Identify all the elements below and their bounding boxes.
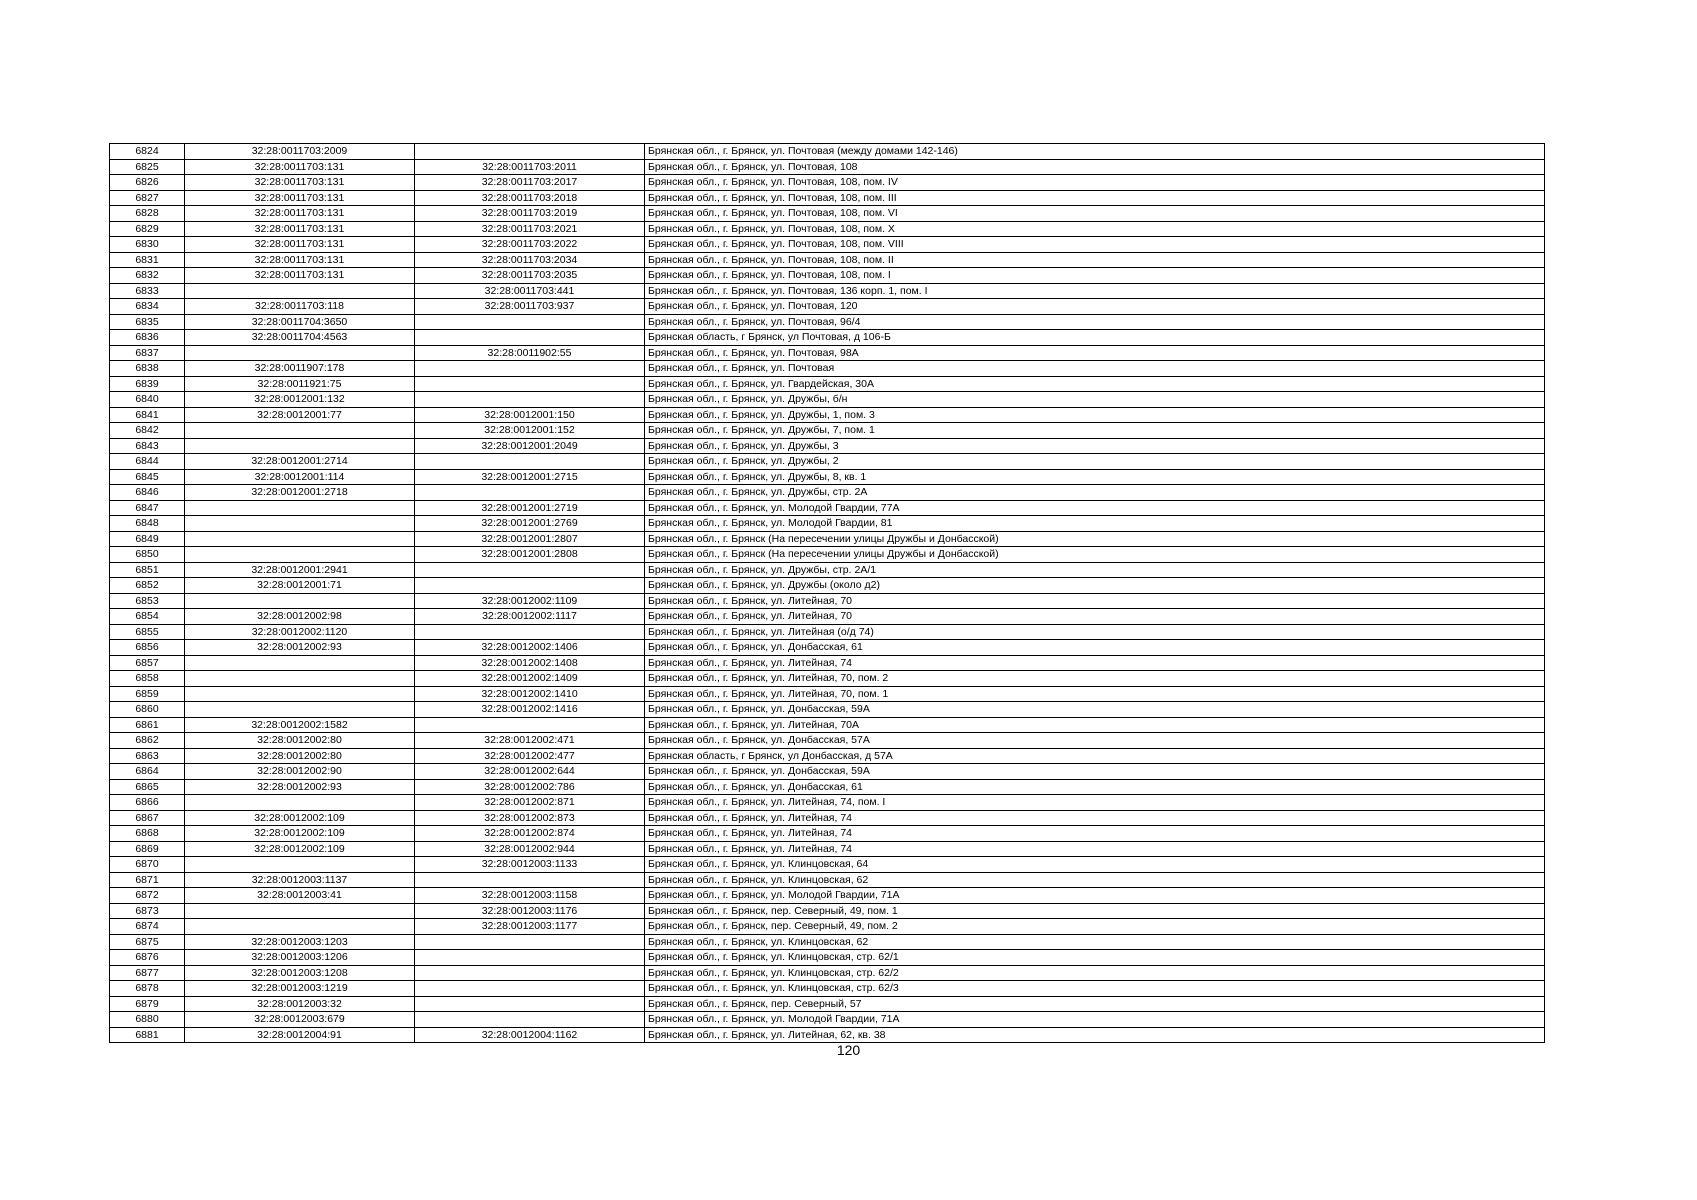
parcel-cadastral-number-cell — [185, 857, 415, 873]
object-cadastral-number-cell — [415, 314, 645, 330]
table-row — [110, 454, 1545, 470]
table-row — [110, 996, 1545, 1012]
address-cell: Брянская обл., г. Брянск, ул. Донбасская, 61 — [645, 640, 1545, 656]
parcel-cadastral-number-cell: 32:28:0011703:2009 — [185, 144, 415, 160]
table-row — [110, 547, 1545, 563]
parcel-cadastral-number-cell: 32:28:0012002:93 — [185, 779, 415, 795]
row-number-cell: 6842 — [110, 423, 185, 439]
object-cadastral-number-cell: 32:28:0012001:2807 — [415, 531, 645, 547]
address-cell: Брянская обл., г. Брянск, ул. Клинцовская, 64 — [645, 857, 1545, 873]
row-number-cell: 6862 — [110, 733, 185, 749]
object-cadastral-number-cell: 32:28:0012001:2715 — [415, 469, 645, 485]
parcel-cadastral-number-cell — [185, 671, 415, 687]
address-cell: Брянская обл., г. Брянск, ул. Литейная, 70, пом. 1 — [645, 686, 1545, 702]
table-row — [110, 779, 1545, 795]
address-cell: Брянская обл., г. Брянск, ул. Почтовая, 120 — [645, 299, 1545, 315]
address-cell: Брянская обл., г. Брянск, ул. Дружбы, 7, пом. 1 — [645, 423, 1545, 439]
object-cadastral-number-cell: 32:28:0011703:2017 — [415, 175, 645, 191]
parcel-cadastral-number-cell: 32:28:0012001:77 — [185, 407, 415, 423]
table-row — [110, 965, 1545, 981]
row-number-cell: 6852 — [110, 578, 185, 594]
object-cadastral-number-cell: 32:28:0011703:937 — [415, 299, 645, 315]
parcel-cadastral-number-cell: 32:28:0011703:131 — [185, 175, 415, 191]
address-cell: Брянская обл., г. Брянск, ул. Донбасская, 57А — [645, 733, 1545, 749]
parcel-cadastral-number-cell: 32:28:0012003:1203 — [185, 934, 415, 950]
row-number-cell: 6870 — [110, 857, 185, 873]
row-number-cell: 6873 — [110, 903, 185, 919]
parcel-cadastral-number-cell: 32:28:0012002:80 — [185, 748, 415, 764]
object-cadastral-number-cell — [415, 624, 645, 640]
table-row — [110, 702, 1545, 718]
parcel-cadastral-number-cell: 32:28:0012001:2714 — [185, 454, 415, 470]
row-number-cell: 6830 — [110, 237, 185, 253]
parcel-cadastral-number-cell — [185, 702, 415, 718]
row-number-cell: 6827 — [110, 190, 185, 206]
row-number-cell: 6878 — [110, 981, 185, 997]
row-number-cell: 6861 — [110, 717, 185, 733]
parcel-cadastral-number-cell: 32:28:0012002:1120 — [185, 624, 415, 640]
object-cadastral-number-cell: 32:28:0012002:1406 — [415, 640, 645, 656]
object-cadastral-number-cell — [415, 1012, 645, 1028]
row-number-cell: 6877 — [110, 965, 185, 981]
table-row — [110, 190, 1545, 206]
parcel-cadastral-number-cell — [185, 531, 415, 547]
parcel-cadastral-number-cell — [185, 795, 415, 811]
row-number-cell: 6859 — [110, 686, 185, 702]
row-number-cell: 6844 — [110, 454, 185, 470]
row-number-cell: 6834 — [110, 299, 185, 315]
table-row — [110, 640, 1545, 656]
row-number-cell: 6881 — [110, 1027, 185, 1043]
object-cadastral-number-cell: 32:28:0012002:786 — [415, 779, 645, 795]
table-row — [110, 624, 1545, 640]
table-row — [110, 1027, 1545, 1043]
object-cadastral-number-cell: 32:28:0012002:644 — [415, 764, 645, 780]
table-row — [110, 268, 1545, 284]
table-row — [110, 159, 1545, 175]
table-row — [110, 206, 1545, 222]
table-row — [110, 764, 1545, 780]
table-row — [110, 671, 1545, 687]
address-cell: Брянская обл., г. Брянск, пер. Северный, 49, пом. 1 — [645, 903, 1545, 919]
address-cell: Брянская обл., г. Брянск, ул. Молодой Гвардии, 77А — [645, 500, 1545, 516]
object-cadastral-number-cell — [415, 361, 645, 377]
row-number-cell: 6837 — [110, 345, 185, 361]
object-cadastral-number-cell: 32:28:0011703:2018 — [415, 190, 645, 206]
table-row — [110, 283, 1545, 299]
table-row — [110, 345, 1545, 361]
object-cadastral-number-cell: 32:28:0012003:1177 — [415, 919, 645, 935]
row-number-cell: 6876 — [110, 950, 185, 966]
address-cell: Брянская обл., г. Брянск, ул. Почтовая, 108, пом. X — [645, 221, 1545, 237]
table-row — [110, 733, 1545, 749]
table-row — [110, 686, 1545, 702]
parcel-cadastral-number-cell: 32:28:0011703:131 — [185, 159, 415, 175]
object-cadastral-number-cell: 32:28:0012001:152 — [415, 423, 645, 439]
object-cadastral-number-cell: 32:28:0011703:2035 — [415, 268, 645, 284]
parcel-cadastral-number-cell — [185, 500, 415, 516]
address-cell: Брянская обл., г. Брянск, ул. Гвардейская, 30А — [645, 376, 1545, 392]
parcel-cadastral-number-cell: 32:28:0011907:178 — [185, 361, 415, 377]
row-number-cell: 6838 — [110, 361, 185, 377]
object-cadastral-number-cell: 32:28:0011703:2022 — [415, 237, 645, 253]
row-number-cell: 6826 — [110, 175, 185, 191]
table-row — [110, 531, 1545, 547]
table-row — [110, 1012, 1545, 1028]
row-number-cell: 6856 — [110, 640, 185, 656]
address-cell: Брянская обл., г. Брянск, ул. Почтовая, 108, пом. IV — [645, 175, 1545, 191]
row-number-cell: 6843 — [110, 438, 185, 454]
address-cell: Брянская обл., г. Брянск, ул. Дружбы, 8, кв. 1 — [645, 469, 1545, 485]
address-cell: Брянская обл., г. Брянск, ул. Литейная, 70 — [645, 609, 1545, 625]
object-cadastral-number-cell: 32:28:0012001:2049 — [415, 438, 645, 454]
row-number-cell: 6836 — [110, 330, 185, 346]
object-cadastral-number-cell — [415, 934, 645, 950]
address-cell: Брянская обл., г. Брянск (На пересечении улицы Дружбы и Донбасской) — [645, 547, 1545, 563]
row-number-cell: 6840 — [110, 392, 185, 408]
object-cadastral-number-cell: 32:28:0012003:1133 — [415, 857, 645, 873]
parcel-cadastral-number-cell: 32:28:0011704:3650 — [185, 314, 415, 330]
table-row — [110, 500, 1545, 516]
object-cadastral-number-cell: 32:28:0012002:874 — [415, 826, 645, 842]
row-number-cell: 6825 — [110, 159, 185, 175]
parcel-cadastral-number-cell — [185, 547, 415, 563]
parcel-cadastral-number-cell — [185, 283, 415, 299]
parcel-cadastral-number-cell: 32:28:0012002:90 — [185, 764, 415, 780]
object-cadastral-number-cell: 32:28:0012002:944 — [415, 841, 645, 857]
object-cadastral-number-cell — [415, 965, 645, 981]
object-cadastral-number-cell: 32:28:0011703:2021 — [415, 221, 645, 237]
object-cadastral-number-cell: 32:28:0012002:871 — [415, 795, 645, 811]
table-row — [110, 485, 1545, 501]
table-row — [110, 314, 1545, 330]
parcel-cadastral-number-cell: 32:28:0011703:131 — [185, 252, 415, 268]
parcel-cadastral-number-cell: 32:28:0012002:109 — [185, 810, 415, 826]
table-row — [110, 469, 1545, 485]
table-row — [110, 516, 1545, 532]
address-cell: Брянская обл., г. Брянск, ул. Молодой Гвардии, 81 — [645, 516, 1545, 532]
row-number-cell: 6846 — [110, 485, 185, 501]
address-cell: Брянская обл., г. Брянск, ул. Клинцовская, стр. 62/1 — [645, 950, 1545, 966]
parcel-cadastral-number-cell: 32:28:0012003:679 — [185, 1012, 415, 1028]
address-cell: Брянская обл., г. Брянск, ул. Почтовая, 108 — [645, 159, 1545, 175]
table-row — [110, 609, 1545, 625]
table-row — [110, 438, 1545, 454]
parcel-cadastral-number-cell: 32:28:0011704:4563 — [185, 330, 415, 346]
row-number-cell: 6858 — [110, 671, 185, 687]
row-number-cell: 6864 — [110, 764, 185, 780]
table-row — [110, 252, 1545, 268]
parcel-cadastral-number-cell: 32:28:0012001:132 — [185, 392, 415, 408]
object-cadastral-number-cell: 32:28:0012002:1408 — [415, 655, 645, 671]
parcel-cadastral-number-cell: 32:28:0012002:109 — [185, 826, 415, 842]
parcel-cadastral-number-cell — [185, 919, 415, 935]
object-cadastral-number-cell: 32:28:0012004:1162 — [415, 1027, 645, 1043]
address-cell: Брянская обл., г. Брянск, ул. Клинцовская, стр. 62/3 — [645, 981, 1545, 997]
table-row — [110, 841, 1545, 857]
address-cell: Брянская обл., г. Брянск, ул. Дружбы (около д2) — [645, 578, 1545, 594]
table-row — [110, 919, 1545, 935]
object-cadastral-number-cell: 32:28:0012002:1416 — [415, 702, 645, 718]
table-row — [110, 950, 1545, 966]
table-row — [110, 872, 1545, 888]
address-cell: Брянская обл., г. Брянск, ул. Литейная, 74, пом. I — [645, 795, 1545, 811]
address-cell: Брянская обл., г. Брянск, пер. Северный, 49, пом. 2 — [645, 919, 1545, 935]
row-number-cell: 6835 — [110, 314, 185, 330]
parcel-cadastral-number-cell — [185, 438, 415, 454]
table-row — [110, 144, 1545, 160]
parcel-cadastral-number-cell: 32:28:0012003:32 — [185, 996, 415, 1012]
registry-table — [109, 143, 1545, 1043]
address-cell: Брянская обл., г. Брянск, ул. Почтовая (между домами 142-146) — [645, 144, 1545, 160]
row-number-cell: 6841 — [110, 407, 185, 423]
address-cell: Брянская обл., г. Брянск, ул. Литейная, 74 — [645, 826, 1545, 842]
parcel-cadastral-number-cell: 32:28:0012001:2718 — [185, 485, 415, 501]
table-row — [110, 237, 1545, 253]
table-row — [110, 934, 1545, 950]
row-number-cell: 6828 — [110, 206, 185, 222]
table-row — [110, 423, 1545, 439]
object-cadastral-number-cell: 32:28:0011703:2034 — [415, 252, 645, 268]
address-cell: Брянская область, г Брянск, ул Почтовая, д 106-Б — [645, 330, 1545, 346]
parcel-cadastral-number-cell: 32:28:0012003:1137 — [185, 872, 415, 888]
parcel-cadastral-number-cell — [185, 423, 415, 439]
object-cadastral-number-cell: 32:28:0012002:1117 — [415, 609, 645, 625]
object-cadastral-number-cell: 32:28:0011902:55 — [415, 345, 645, 361]
row-number-cell: 6855 — [110, 624, 185, 640]
parcel-cadastral-number-cell — [185, 593, 415, 609]
object-cadastral-number-cell: 32:28:0012001:2808 — [415, 547, 645, 563]
object-cadastral-number-cell — [415, 872, 645, 888]
parcel-cadastral-number-cell — [185, 516, 415, 532]
object-cadastral-number-cell: 32:28:0012001:150 — [415, 407, 645, 423]
table-row — [110, 903, 1545, 919]
parcel-cadastral-number-cell: 32:28:0012002:1582 — [185, 717, 415, 733]
address-cell: Брянская обл., г. Брянск, ул. Почтовая, 136 корп. 1, пом. I — [645, 283, 1545, 299]
address-cell: Брянская обл., г. Брянск, ул. Литейная, 74 — [645, 841, 1545, 857]
address-cell: Брянская обл., г. Брянск, ул. Литейная, 70 — [645, 593, 1545, 609]
object-cadastral-number-cell: 32:28:0012003:1158 — [415, 888, 645, 904]
row-number-cell: 6831 — [110, 252, 185, 268]
page-number: 120 — [836, 1042, 861, 1058]
address-cell: Брянская обл., г. Брянск, ул. Литейная, 74 — [645, 810, 1545, 826]
parcel-cadastral-number-cell: 32:28:0012001:114 — [185, 469, 415, 485]
parcel-cadastral-number-cell: 32:28:0012001:71 — [185, 578, 415, 594]
parcel-cadastral-number-cell: 32:28:0011921:75 — [185, 376, 415, 392]
object-cadastral-number-cell — [415, 717, 645, 733]
row-number-cell: 6875 — [110, 934, 185, 950]
row-number-cell: 6857 — [110, 655, 185, 671]
object-cadastral-number-cell: 32:28:0012002:1409 — [415, 671, 645, 687]
parcel-cadastral-number-cell — [185, 655, 415, 671]
address-cell: Брянская обл., г. Брянск, ул. Литейная, 70А — [645, 717, 1545, 733]
address-cell: Брянская обл., г. Брянск, ул. Донбасская, 59А — [645, 702, 1545, 718]
object-cadastral-number-cell: 32:28:0011703:441 — [415, 283, 645, 299]
address-cell: Брянская обл., г. Брянск, ул. Донбасская, 59А — [645, 764, 1545, 780]
row-number-cell: 6845 — [110, 469, 185, 485]
parcel-cadastral-number-cell: 32:28:0011703:131 — [185, 237, 415, 253]
address-cell: Брянская обл., г. Брянск, ул. Почтовая — [645, 361, 1545, 377]
parcel-cadastral-number-cell — [185, 903, 415, 919]
address-cell: Брянская обл., г. Брянск, пер. Северный, 57 — [645, 996, 1545, 1012]
table-row — [110, 392, 1545, 408]
parcel-cadastral-number-cell: 32:28:0011703:131 — [185, 221, 415, 237]
table-row — [110, 361, 1545, 377]
address-cell: Брянская обл., г. Брянск, ул. Почтовая, 98А — [645, 345, 1545, 361]
table-row — [110, 376, 1545, 392]
row-number-cell: 6872 — [110, 888, 185, 904]
table-row — [110, 826, 1545, 842]
parcel-cadastral-number-cell: 32:28:0012002:98 — [185, 609, 415, 625]
table-row — [110, 175, 1545, 191]
row-number-cell: 6839 — [110, 376, 185, 392]
row-number-cell: 6851 — [110, 562, 185, 578]
object-cadastral-number-cell — [415, 454, 645, 470]
address-cell: Брянская обл., г. Брянск, ул. Почтовая, 108, пом. VI — [645, 206, 1545, 222]
parcel-cadastral-number-cell: 32:28:0011703:131 — [185, 268, 415, 284]
row-number-cell: 6866 — [110, 795, 185, 811]
address-cell: Брянская обл., г. Брянск, ул. Дружбы, стр. 2А/1 — [645, 562, 1545, 578]
address-cell: Брянская обл., г. Брянск, ул. Почтовая, 108, пом. II — [645, 252, 1545, 268]
address-cell: Брянская обл., г. Брянск, ул. Молодой Гвардии, 71А — [645, 888, 1545, 904]
row-number-cell: 6848 — [110, 516, 185, 532]
parcel-cadastral-number-cell — [185, 345, 415, 361]
object-cadastral-number-cell — [415, 578, 645, 594]
object-cadastral-number-cell — [415, 950, 645, 966]
object-cadastral-number-cell: 32:28:0012002:477 — [415, 748, 645, 764]
row-number-cell: 6853 — [110, 593, 185, 609]
address-cell: Брянская обл., г. Брянск, ул. Молодой Гвардии, 71А — [645, 1012, 1545, 1028]
row-number-cell: 6833 — [110, 283, 185, 299]
object-cadastral-number-cell — [415, 392, 645, 408]
object-cadastral-number-cell: 32:28:0012001:2769 — [415, 516, 645, 532]
object-cadastral-number-cell: 32:28:0011703:2019 — [415, 206, 645, 222]
object-cadastral-number-cell — [415, 144, 645, 160]
object-cadastral-number-cell: 32:28:0012001:2719 — [415, 500, 645, 516]
parcel-cadastral-number-cell: 32:28:0011703:118 — [185, 299, 415, 315]
parcel-cadastral-number-cell: 32:28:0012003:1219 — [185, 981, 415, 997]
parcel-cadastral-number-cell: 32:28:0012002:80 — [185, 733, 415, 749]
object-cadastral-number-cell — [415, 996, 645, 1012]
table-row — [110, 562, 1545, 578]
table-row — [110, 795, 1545, 811]
object-cadastral-number-cell — [415, 376, 645, 392]
object-cadastral-number-cell: 32:28:0011703:2011 — [415, 159, 645, 175]
table-row — [110, 299, 1545, 315]
object-cadastral-number-cell: 32:28:0012002:471 — [415, 733, 645, 749]
object-cadastral-number-cell — [415, 562, 645, 578]
address-cell: Брянская обл., г. Брянск, ул. Дружбы, б/н — [645, 392, 1545, 408]
address-cell: Брянская обл., г. Брянск, ул. Литейная, 62, кв. 38 — [645, 1027, 1545, 1043]
row-number-cell: 6865 — [110, 779, 185, 795]
address-cell: Брянская обл., г. Брянск, ул. Дружбы, 3 — [645, 438, 1545, 454]
table-row — [110, 981, 1545, 997]
table-row — [110, 717, 1545, 733]
address-cell: Брянская обл., г. Брянск, ул. Дружбы, стр. 2А — [645, 485, 1545, 501]
parcel-cadastral-number-cell: 32:28:0012004:91 — [185, 1027, 415, 1043]
row-number-cell: 6869 — [110, 841, 185, 857]
row-number-cell: 6874 — [110, 919, 185, 935]
object-cadastral-number-cell — [415, 485, 645, 501]
table-row — [110, 593, 1545, 609]
address-cell: Брянская обл., г. Брянск (На пересечении улицы Дружбы и Донбасской) — [645, 531, 1545, 547]
address-cell: Брянская обл., г. Брянск, ул. Дружбы, 2 — [645, 454, 1545, 470]
address-cell: Брянская обл., г. Брянск, ул. Литейная, 70, пом. 2 — [645, 671, 1545, 687]
address-cell: Брянская обл., г. Брянск, ул. Почтовая, 108, пом. I — [645, 268, 1545, 284]
table-row — [110, 330, 1545, 346]
row-number-cell: 6867 — [110, 810, 185, 826]
table-row — [110, 857, 1545, 873]
address-cell: Брянская область, г Брянск, ул Донбасская, д 57А — [645, 748, 1545, 764]
parcel-cadastral-number-cell: 32:28:0011703:131 — [185, 190, 415, 206]
row-number-cell: 6860 — [110, 702, 185, 718]
address-cell: Брянская обл., г. Брянск, ул. Дружбы, 1, пом. 3 — [645, 407, 1545, 423]
address-cell: Брянская обл., г. Брянск, ул. Почтовая, 108, пом. III — [645, 190, 1545, 206]
row-number-cell: 6829 — [110, 221, 185, 237]
table-row — [110, 748, 1545, 764]
object-cadastral-number-cell: 32:28:0012002:1109 — [415, 593, 645, 609]
row-number-cell: 6850 — [110, 547, 185, 563]
object-cadastral-number-cell: 32:28:0012003:1176 — [415, 903, 645, 919]
row-number-cell: 6863 — [110, 748, 185, 764]
table-row — [110, 810, 1545, 826]
address-cell: Брянская обл., г. Брянск, ул. Клинцовская, 62 — [645, 872, 1545, 888]
address-cell: Брянская обл., г. Брянск, ул. Донбасская, 61 — [645, 779, 1545, 795]
address-cell: Брянская обл., г. Брянск, ул. Клинцовская, стр. 62/2 — [645, 965, 1545, 981]
parcel-cadastral-number-cell: 32:28:0012003:41 — [185, 888, 415, 904]
address-cell: Брянская обл., г. Брянск, ул. Почтовая, 96/4 — [645, 314, 1545, 330]
table-row — [110, 888, 1545, 904]
address-cell: Брянская обл., г. Брянск, ул. Литейная (о/д 74) — [645, 624, 1545, 640]
registry-table-body — [110, 144, 1545, 1043]
object-cadastral-number-cell — [415, 330, 645, 346]
object-cadastral-number-cell: 32:28:0012002:873 — [415, 810, 645, 826]
address-cell: Брянская обл., г. Брянск, ул. Почтовая, 108, пом. VIII — [645, 237, 1545, 253]
object-cadastral-number-cell: 32:28:0012002:1410 — [415, 686, 645, 702]
table-row — [110, 578, 1545, 594]
address-cell: Брянская обл., г. Брянск, ул. Клинцовская, 62 — [645, 934, 1545, 950]
row-number-cell: 6854 — [110, 609, 185, 625]
row-number-cell: 6880 — [110, 1012, 185, 1028]
parcel-cadastral-number-cell — [185, 686, 415, 702]
address-cell: Брянская обл., г. Брянск, ул. Литейная, 74 — [645, 655, 1545, 671]
row-number-cell: 6824 — [110, 144, 185, 160]
parcel-cadastral-number-cell: 32:28:0012002:93 — [185, 640, 415, 656]
row-number-cell: 6868 — [110, 826, 185, 842]
parcel-cadastral-number-cell: 32:28:0011703:131 — [185, 206, 415, 222]
table-row — [110, 221, 1545, 237]
row-number-cell: 6849 — [110, 531, 185, 547]
row-number-cell: 6871 — [110, 872, 185, 888]
object-cadastral-number-cell — [415, 981, 645, 997]
parcel-cadastral-number-cell: 32:28:0012003:1206 — [185, 950, 415, 966]
row-number-cell: 6832 — [110, 268, 185, 284]
table-row — [110, 407, 1545, 423]
table-row — [110, 655, 1545, 671]
row-number-cell: 6879 — [110, 996, 185, 1012]
parcel-cadastral-number-cell: 32:28:0012001:2941 — [185, 562, 415, 578]
parcel-cadastral-number-cell: 32:28:0012002:109 — [185, 841, 415, 857]
parcel-cadastral-number-cell: 32:28:0012003:1208 — [185, 965, 415, 981]
row-number-cell: 6847 — [110, 500, 185, 516]
